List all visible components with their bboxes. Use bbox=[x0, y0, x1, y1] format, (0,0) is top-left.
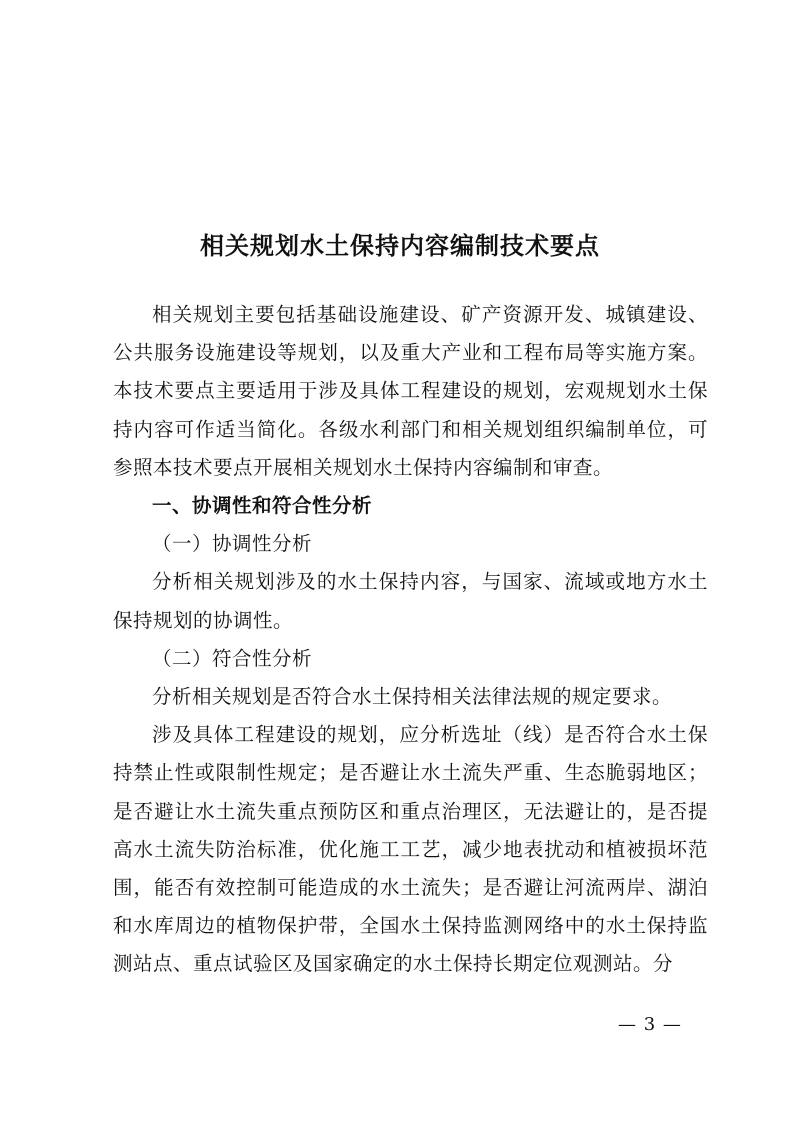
document-body bbox=[113, 296, 708, 984]
document-title: 相关规划水土保持内容编制技术要点 bbox=[200, 232, 600, 260]
section-1-heading: 一、协调性和符合性分析 bbox=[152, 494, 373, 518]
subsection-2-heading: （二）符合性分析 bbox=[152, 646, 313, 670]
subsection-2-paragraph-1: 分析相关规划是否符合水土保持相关法律法规的规定要求。 bbox=[152, 685, 673, 709]
subsection-1-paragraph: 分析相关规划涉及的水土保持内容，与国家、流域或地方水土保持规划的协调性。 bbox=[113, 570, 708, 632]
subsection-2-paragraph-2: 涉及具体工程建设的规划，应分析选址（线）是否符合水土保持禁止性或限制性规定；是否避让水土流失严重、生态脆弱地区；是否避让水土流失重点预防区和重点治理区，无法避让的，是否提高水土流失防治标准，优化施工工艺，减少地表扰动和植被损坏范围，能否有效控制可能造成的水土流失；是否避让河流两岸、湖泊和水库周边的植物保护带，全国水土保持监测网络中的水土保持监测站点、重点试验区及国家确定的水土保持长期定位观测站。分 bbox=[113, 723, 708, 976]
subsection-1-heading: （一）协调性分析 bbox=[152, 532, 313, 556]
page-number: — 3 — bbox=[618, 1014, 682, 1035]
intro-paragraph: 相关规划主要包括基础设施建设、矿产资源开发、城镇建设、公共服务设施建设等规划，以及重大产业和工程布局等实施方案。本技术要点主要适用于涉及具体工程建设的规划，宏观规划水土保持内容可作适当简化。各级水利部门和相关规划组织编制单位，可参照本技术要点开展相关规划水土保持内容编制和审查。 bbox=[113, 303, 708, 479]
